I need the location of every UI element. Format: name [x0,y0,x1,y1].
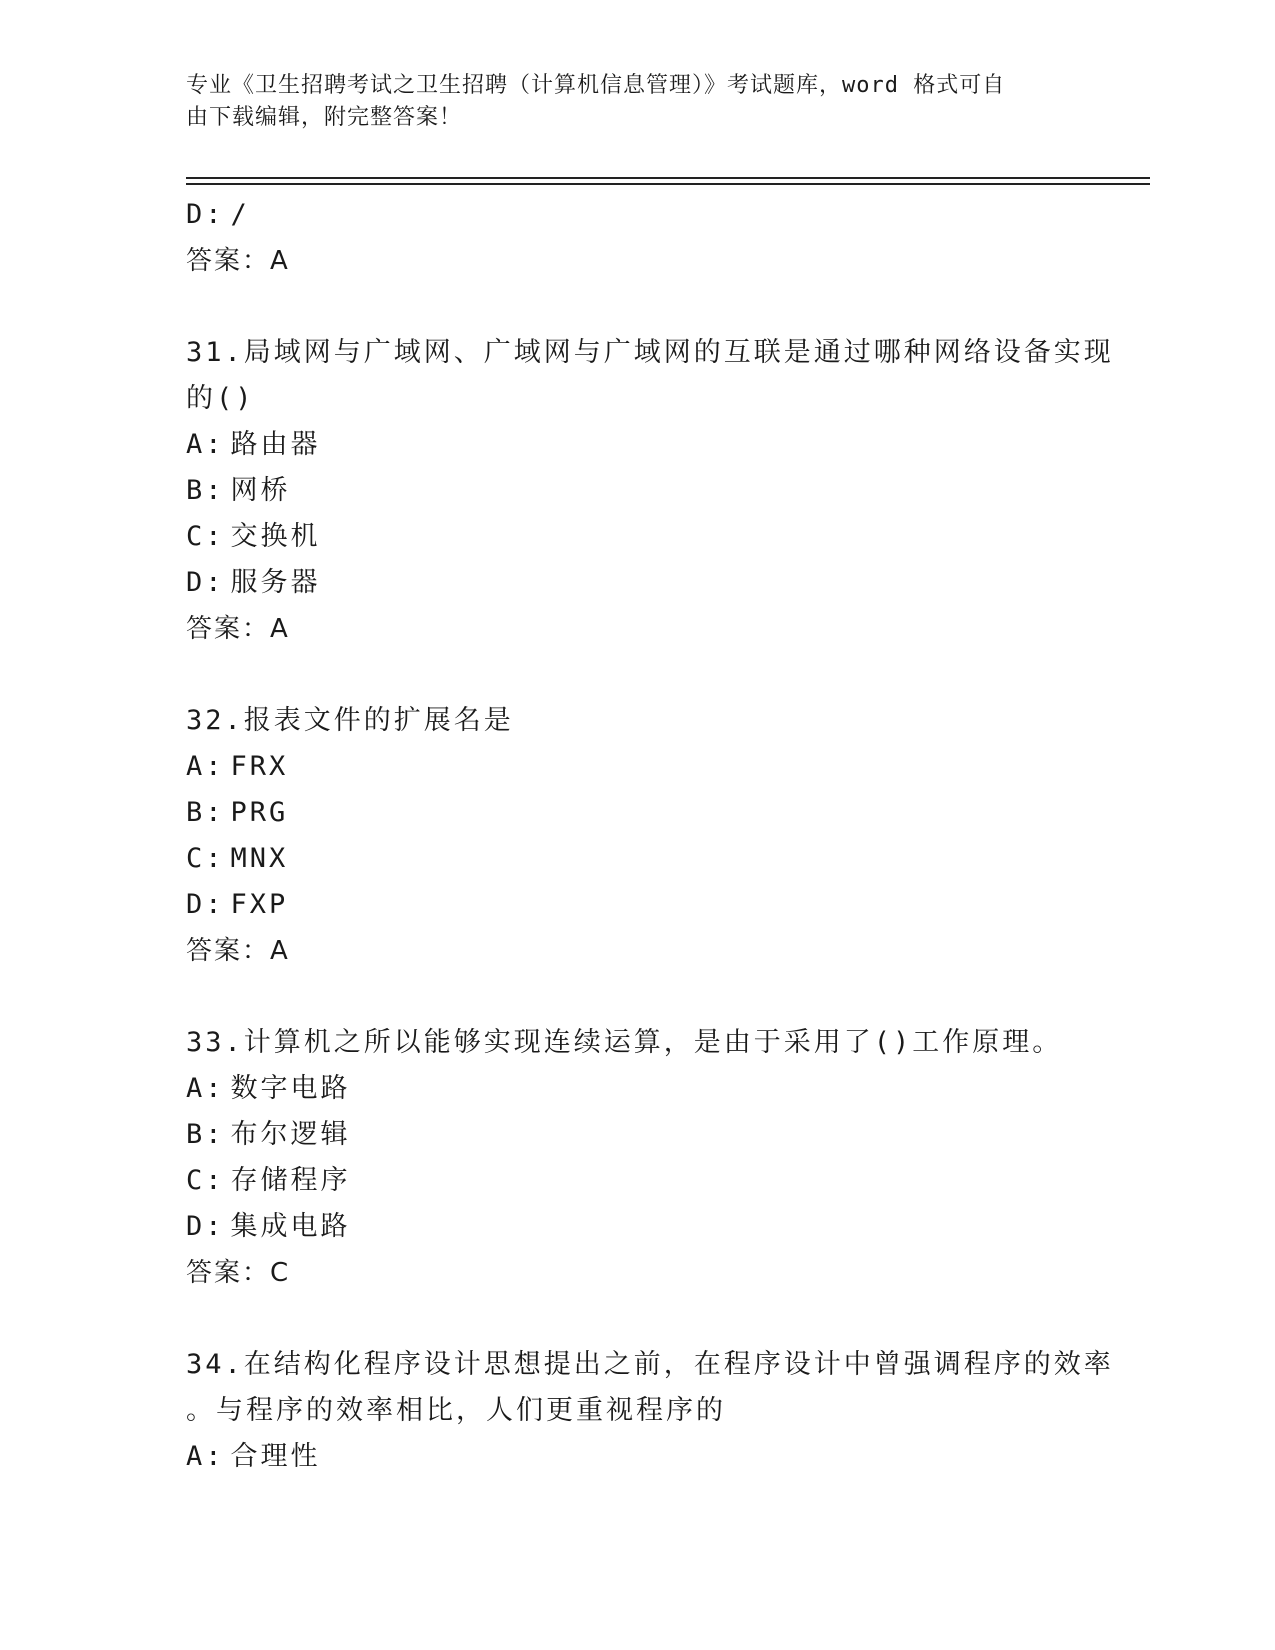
option-label: D: [186,889,225,920]
answer-line: 答案：A [186,614,290,644]
option-label: D: [186,199,225,230]
option-d [186,192,1086,238]
option-c [186,836,1086,882]
option-label: C: [186,521,225,552]
option-b [186,1112,1086,1158]
option-text: MNX [230,843,289,874]
option-label: B: [186,1119,225,1150]
option-text: 数字电路 [230,1073,351,1104]
option-text: 存储程序 [230,1165,351,1196]
option-text: 布尔逻辑 [230,1119,351,1150]
option-a [186,1434,1086,1480]
option-text: 服务器 [230,567,321,598]
document-header [186,70,1066,134]
header-line-1: 专业《卫生招聘考试之卫生招聘（计算机信息管理）》考试题库，word 格式可自 [186,73,1006,98]
question-33 [186,1020,1086,1296]
question-text: 32.报表文件的扩展名是 [186,705,514,736]
option-label: B: [186,475,225,506]
option-text: / [230,199,250,230]
option-label: C: [186,843,225,874]
option-text: 路由器 [230,429,321,460]
option-text: 合理性 [230,1441,321,1472]
answer-line: 答案：C [186,1258,291,1288]
option-a [186,744,1086,790]
question-31 [186,330,1114,652]
option-label: B: [186,797,225,828]
option-d [186,882,1086,928]
answer-line: 答案：A [186,936,290,966]
question-text: 31.局域网与广域网、广域网与广域网的互联是通过哪种网络设备实现 [186,337,1114,368]
option-b [186,468,1086,514]
option-text: 网桥 [230,475,291,506]
question-34 [186,1342,1114,1480]
question-text: 33.计算机之所以能够实现连续运算，是由于采用了()工作原理。 [186,1027,1063,1058]
option-text: PRG [230,797,289,828]
option-text: 交换机 [230,521,321,552]
option-a [186,422,1086,468]
option-label: D: [186,1211,225,1242]
option-label: A: [186,429,225,460]
option-b [186,790,1086,836]
option-label: D: [186,567,225,598]
option-d [186,1204,1086,1250]
header-divider-bottom [186,183,1150,185]
question-text-cont: 的() [186,383,255,414]
option-a [186,1066,1086,1112]
option-label: A: [186,751,225,782]
option-c [186,1158,1086,1204]
question-text-cont: 。与程序的效率相比，人们更重视程序的 [186,1395,726,1426]
option-text: FXP [230,889,289,920]
answer-line: 答案：A [186,246,290,276]
option-d [186,560,1086,606]
option-text: FRX [230,751,289,782]
option-c [186,514,1086,560]
option-label: A: [186,1073,225,1104]
header-divider-top [186,177,1150,179]
question-list [186,192,1114,1480]
option-label: C: [186,1165,225,1196]
option-label: A: [186,1441,225,1472]
header-line-2: 由下载编辑，附完整答案！ [186,105,463,130]
question-32 [186,698,1086,974]
question-text: 34.在结构化程序设计思想提出之前，在程序设计中曾强调程序的效率 [186,1349,1114,1380]
option-text: 集成电路 [230,1211,351,1242]
